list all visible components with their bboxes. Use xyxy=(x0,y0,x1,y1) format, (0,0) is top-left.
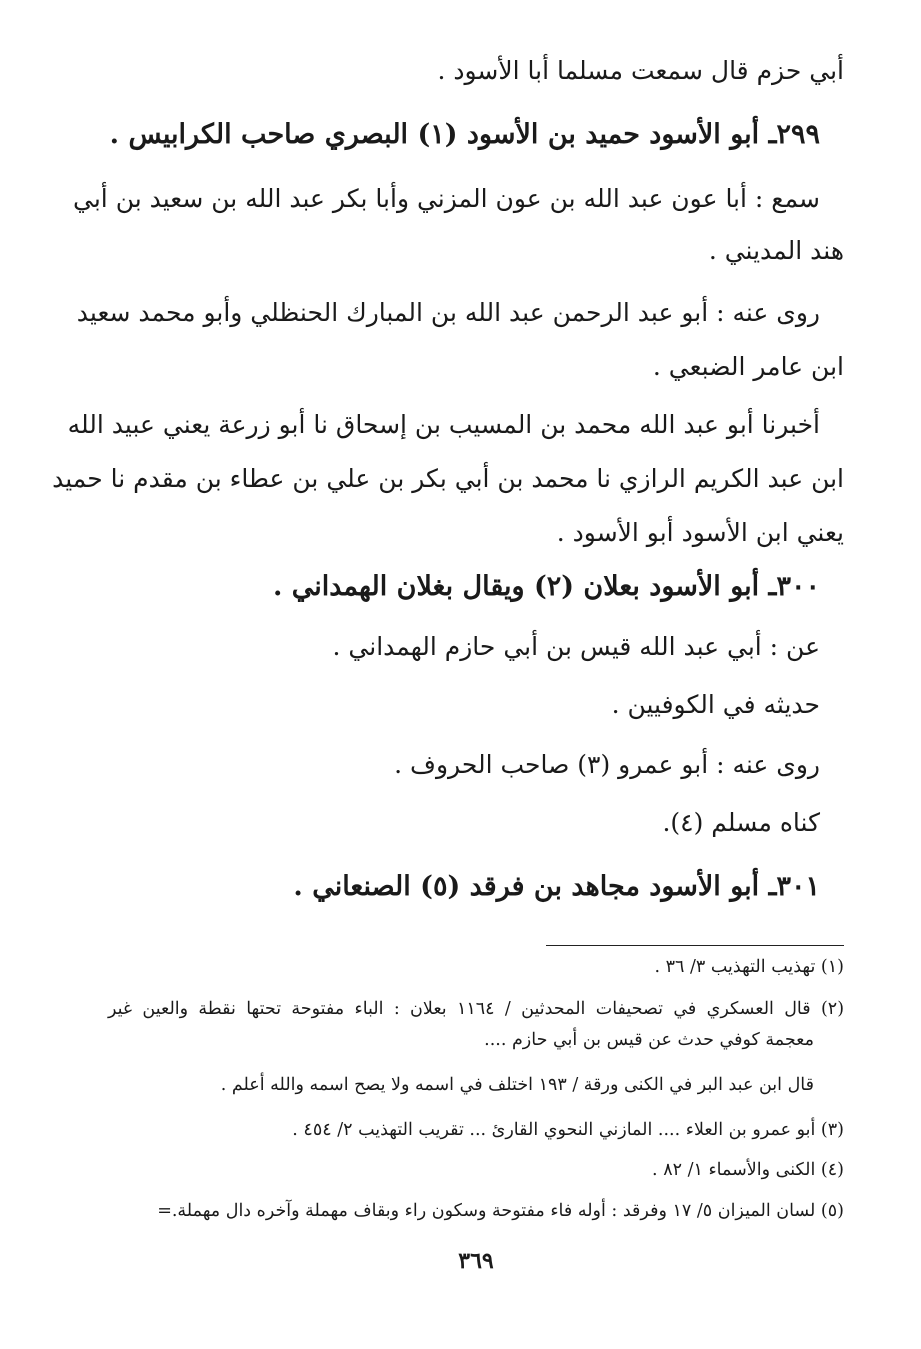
entry-301-heading: ٣٠١ـ أبو الأسود مجاهد بن فرقد (٥) الصنعاني . xyxy=(293,871,820,902)
text-line: أبي حزم قال سمعت مسلما أبا الأسود . xyxy=(437,56,844,85)
book-page xyxy=(52,50,845,1310)
text-line: روى عنه : أبو عبد الرحمن عبد الله بن المبارك الحنظلي وأبو محمد سعيد xyxy=(76,298,820,327)
footnote-3: (٣) أبو عمرو بن العلاء .... المازني النحوي القارئ ... تقريب التهذيب ٢/ ٤٥٤ . xyxy=(292,1120,844,1140)
text-line: كناه مسلم (٤). xyxy=(662,808,820,837)
footnote-5: (٥) لسان الميزان ٥/ ١٧ وفرقد : أوله فاء مفتوحة وسكون راء وبقاف مهملة وآخره دال مهملة.= xyxy=(157,1201,844,1221)
entry-300-heading: ٣٠٠ـ أبو الأسود بعلان (٢) ويقال بغلان الهمداني . xyxy=(272,571,820,602)
page-number: ٣٦٩ xyxy=(458,1248,494,1274)
entry-299-heading: ٢٩٩ـ أبو الأسود حميد بن الأسود (١) البصري صاحب الكرابيس . xyxy=(109,119,820,150)
text-line: روى عنه : أبو عمرو (٣) صاحب الحروف . xyxy=(394,750,820,779)
footnote-1: (١) تهذيب التهذيب ٣/ ٣٦ . xyxy=(654,957,844,977)
text-line: يعني ابن الأسود أبو الأسود . xyxy=(556,518,844,547)
text-line: ابن عامر الضبعي . xyxy=(652,352,844,381)
text-line: أخبرنا أبو عبد الله محمد بن المسيب بن إسحاق نا أبو زرعة يعني عبيد الله xyxy=(67,410,820,439)
footnote-2-note: قال ابن عبد البر في الكنى ورقة / ١٩٣ اختلف في اسمه ولا يصح اسمه والله أعلم . xyxy=(220,1075,814,1095)
text-line: هند المديني . xyxy=(708,236,844,265)
footnote-2-continued: معجمة كوفي حدث عن قيس بن أبي حازم .... xyxy=(484,1030,814,1050)
footnote-divider xyxy=(546,945,844,946)
text-line: عن : أبي عبد الله قيس بن أبي حازم الهمداني . xyxy=(332,632,820,661)
footnote-2: (٢) قال العسكري في تصحيفات المحدثين / ١١٦٤ بعلان : الباء مفتوحة تحتها نقطة والعين غير xyxy=(108,999,845,1019)
text-line: ابن عبد الكريم الرازي نا محمد بن أبي بكر بن علي بن عطاء بن مقدم نا حميد xyxy=(52,464,844,493)
footnote-4: (٤) الكنى والأسماء ١/ ٨٢ . xyxy=(652,1160,844,1180)
text-line: سمع : أبا عون عبد الله بن عون المزني وأبا بكر عبد الله بن سعيد بن أبي xyxy=(73,184,820,213)
text-line: حديثه في الكوفيين . xyxy=(611,690,820,719)
